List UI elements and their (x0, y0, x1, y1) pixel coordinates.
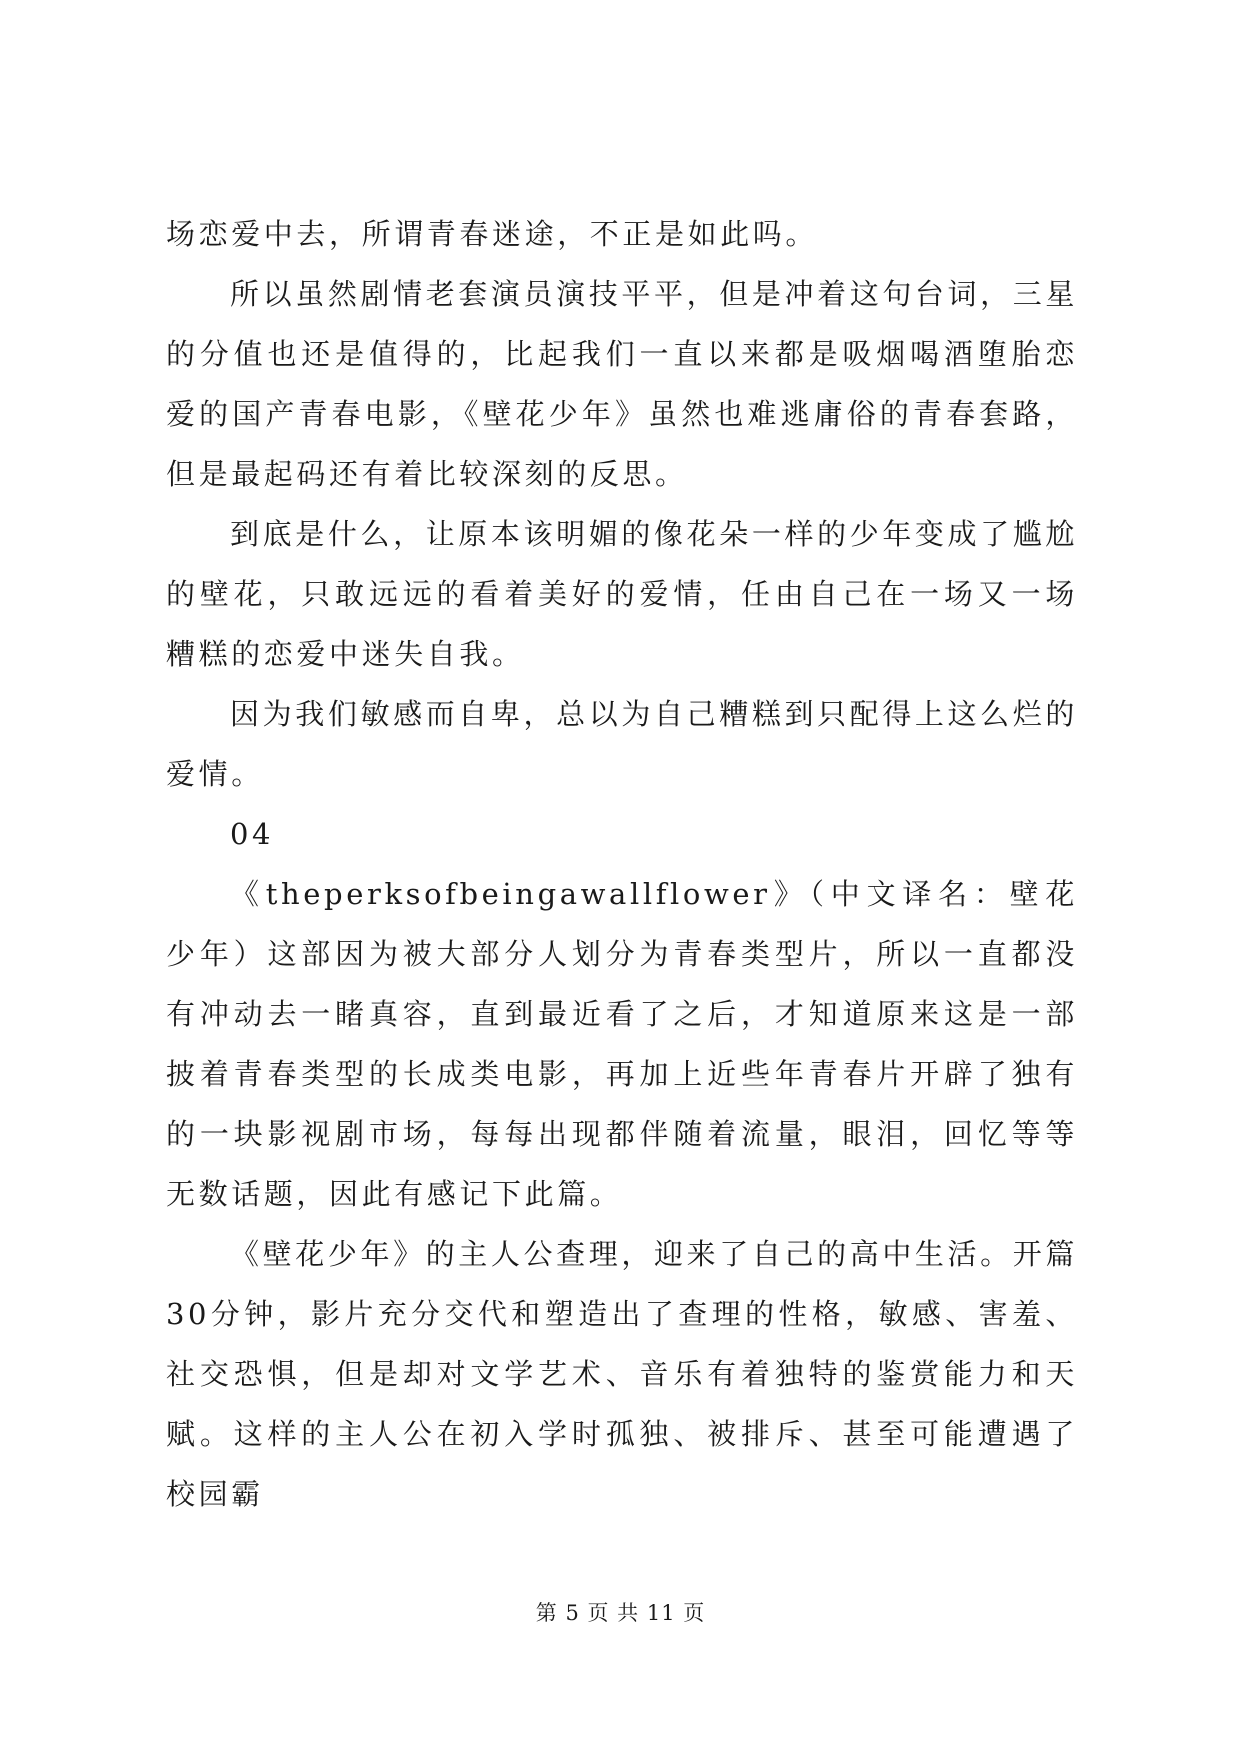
document-body (166, 204, 1078, 1524)
paragraph-2: 所以虽然剧情老套演员演技平平，但是冲着这句台词，三星的分值也还是值得的，比起我们一直以来都是吸烟喝酒堕胎恋爱的国产青春电影，《壁花少年》虽然也难逃庸俗的青春套路，但是最起码还有着比较深刻的反思。 (166, 277, 1078, 491)
paragraph-3: 到底是什么，让原本该明媚的像花朵一样的少年变成了尴尬的壁花，只敢远远的看着美好的爱情，任由自己在一场又一场糟糕的恋爱中迷失自我。 (166, 517, 1078, 671)
page-footer: 第 5 页 共 11 页 (535, 1601, 706, 1625)
paragraph-5: 《theperksofbeingawallflower》（中文译名：壁花少年）这部因为被大部分人划分为青春类型片，所以一直都没有冲动去一睹真容，直到最近看了之后，才知道原来这是一部披着青春类型的长成类电影，再加上近些年青春片开辟了独有的一块影视剧市场，每每出现都伴随着流量，眼泪，回忆等等无数话题，因此有感记下此篇。 (166, 877, 1078, 1211)
paragraph-4: 因为我们敏感而自卑，总以为自己糟糕到只配得上这么烂的爱情。 (166, 697, 1078, 791)
section-number: 04 (230, 817, 275, 851)
paragraph-1: 场恋爱中去，所谓青春迷途，不正是如此吗。 (166, 217, 819, 251)
paragraph-6: 《壁花少年》的主人公查理，迎来了自己的高中生活。开篇30分钟，影片充分交代和塑造出了查理的性格，敏感、害羞、社交恐惧，但是却对文学艺术、音乐有着独特的鉴赏能力和天赋。这样的主人公在初入学时孤独、被排斥、甚至可能遭遇了校园霸 (166, 1237, 1078, 1511)
